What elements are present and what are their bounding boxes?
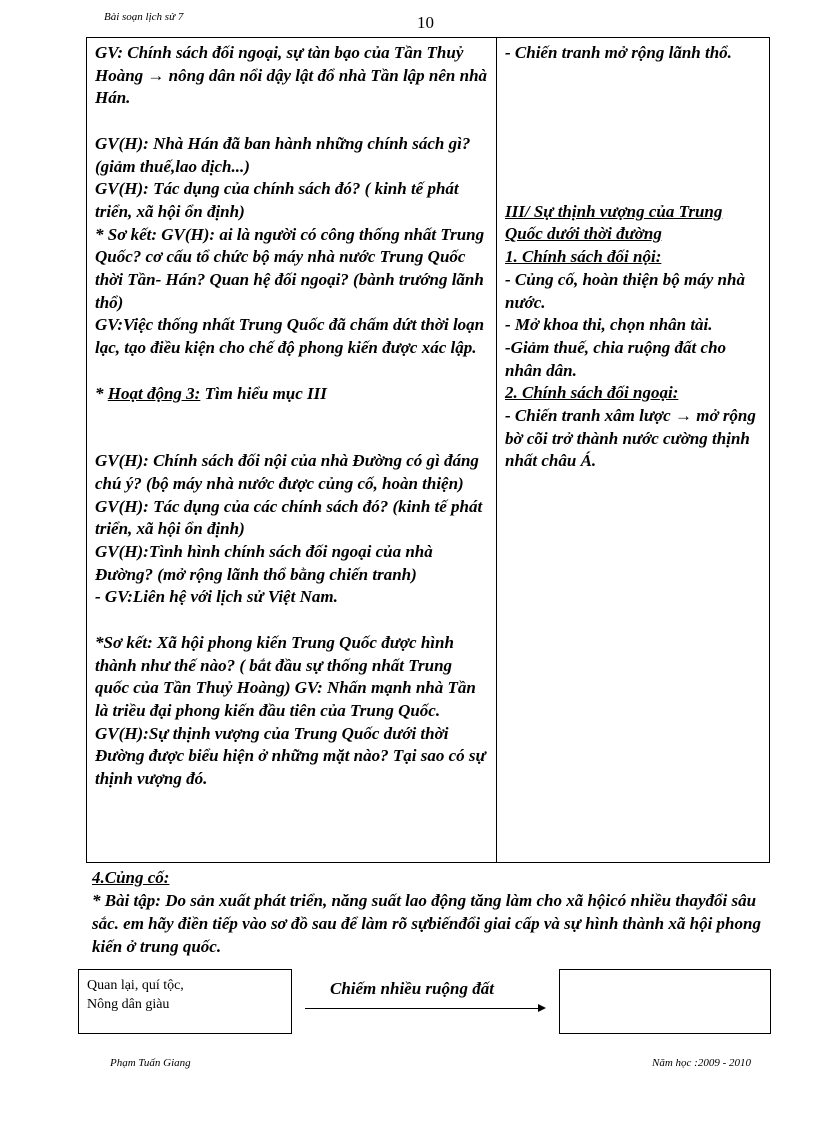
section-3-heading: III/ Sự thịnh vượng của Trung Quốc dưới thời đường — [505, 201, 723, 244]
diagram-box-line-2: Nông dân giàu — [87, 997, 170, 1012]
left-para-1: GV: Chính sách đối ngoại, sự tàn bạo của Tần Thuỷ Hoàng → nông dân nổi dậy lật đổ nhà Tần lập nên nhà Hán. — [95, 43, 488, 108]
left-para-5: GV:Việc thống nhất Trung Quốc đã chấm dứt thời loạn lạc, tạo điều kiện cho chế độ phong kiến được xác lập. — [95, 315, 485, 358]
diagram-box-target — [559, 969, 771, 1034]
lesson-table — [86, 37, 770, 863]
left-para-2: GV(H): Nhà Hán đã ban hành những chính sách gì?(giảm thuế,lao dịch...) — [95, 133, 471, 176]
diagram-arrow-label: Chiếm nhiều ruộng đất — [330, 979, 494, 998]
page-number: 10 — [417, 13, 434, 32]
right-para-5: - Mở khoa thi, chọn nhân tài. — [505, 315, 713, 335]
right-para-6: -Giảm thuế, chia ruộng đất cho nhân dân. — [505, 337, 727, 380]
left-para-9: GV(H):Tình hình chính sách đối ngoại của nhà Đường? (mở rộng lãnh thổ bằng chiến tranh) — [95, 542, 433, 584]
left-para-3: GV(H): Tác dụng của chính sách đó? ( kinh tế phát triển, xã hội ổn định) — [95, 179, 459, 221]
left-para-11: *Sơ kết: Xã hội phong kiến Trung Quốc được hình thành như thế nào? ( bắt đầu sự thống nhất Trung quốc của Tần Thuỷ Hoàng) GV: Nhấn mạnh nhà Tần là triều đại phong kiến đầu tiên của Trung Quốc. — [95, 632, 476, 720]
right-para-4: - Củng cố, hoàn thiện bộ máy nhà nước. — [505, 269, 745, 312]
left-para-8: GV(H): Tác dụng của các chính sách đó? (kinh tế phát triển, xã hội ổn định) — [95, 496, 483, 539]
consolidation-title: 4.Củng cố: — [92, 868, 170, 887]
diagram-box-source — [78, 969, 292, 1034]
right-para-8: - Chiến tranh xâm lược → mở rộng bờ cõi trở thành nước cường thịnh nhất châu Á. — [505, 406, 756, 471]
foreign-policy-heading: 2. Chính sách đối ngoại: — [505, 383, 679, 403]
left-para-7: GV(H): Chính sách đối nội của nhà Đường có gì đáng chú ý? (bộ máy nhà nước được củng cố, hoàn thiện) — [95, 451, 479, 493]
header-title: Bài soạn lịch sử 7 — [104, 11, 184, 23]
activity-3-label: Hoạt động 3: — [107, 383, 201, 403]
activity-3-text: Tìm hiểu mục III — [200, 383, 327, 403]
exercise-text: * Bài tập: Do sản xuất phát triển, năng suất lao động tăng làm cho xã hộicó nhiều thayđổi sâu sắc. em hãy điền tiếp vào sơ đồ sau để làm rõ sựbiếnđổi giai cấp và sự hình thành xã hội phong kiến ở trung quốc. — [92, 891, 761, 956]
diagram-box-line-1: Quan lại, quí tộc, — [87, 978, 184, 993]
diagram-arrow-line — [305, 1008, 541, 1009]
left-para-10: - GV:Liên hệ với lịch sử Việt Nam. — [95, 587, 338, 607]
teacher-activity-column — [87, 38, 497, 863]
left-para-12: GV(H):Sự thịnh vượng của Trung Quốc dưới thời Đường được biểu hiện ở những mặt nào? Tại sao có sự thịnh vượng đó. — [95, 723, 486, 789]
footer-school-year: Năm học :2009 - 2010 — [652, 1057, 751, 1069]
activity-3-prefix: * — [95, 383, 108, 403]
left-para-4: * Sơ kết: GV(H): ai là người có công thống nhất Trung Quốc? cơ cấu tổ chức bộ máy nhà nước Trung Quốc thời Tần- Hán? Quan hệ đối ngoại? (bành trướng lãnh thổ) — [95, 224, 485, 312]
footer-author: Phạm Tuấn Giang — [110, 1057, 191, 1069]
consolidation-section — [92, 866, 782, 958]
activity-3-heading — [95, 383, 490, 406]
content-column — [497, 38, 770, 863]
arrow-right-icon — [538, 1004, 546, 1012]
right-para-1: - Chiến tranh mở rộng lãnh thổ. — [505, 43, 732, 62]
domestic-policy-heading: 1. Chính sách đối nội: — [505, 247, 662, 267]
